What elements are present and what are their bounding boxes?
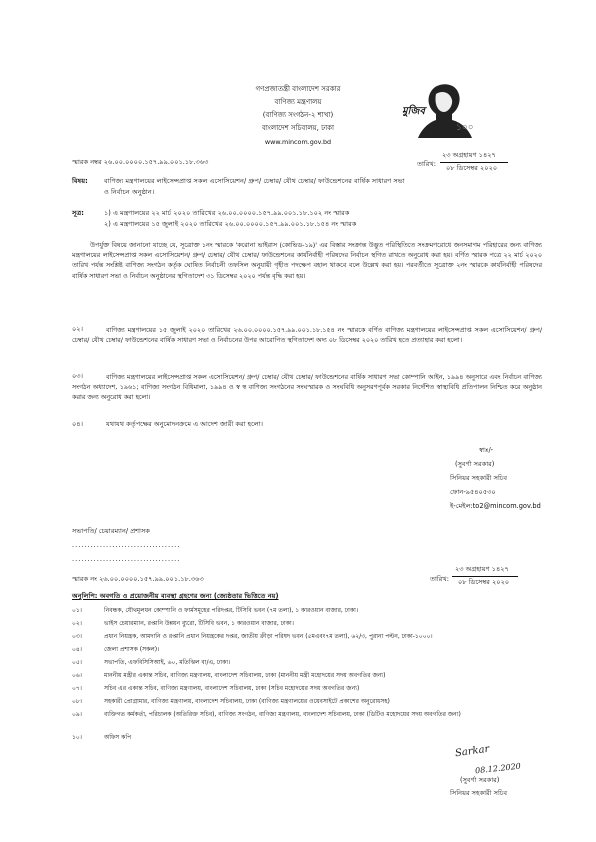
copy-item-number: ১০। <box>72 734 82 741</box>
date-label: তারিখ: <box>417 160 436 168</box>
addressee-blank-1: ................................... <box>72 541 181 549</box>
copy-item-number: ০৫। <box>72 659 82 666</box>
date-bangla: ২৩ অগ্রহায়ণ ১৪২৭ <box>442 151 496 159</box>
branch-name: (বাণিজ্য সংগঠন-২ শাখা) <box>262 111 334 119</box>
ministry-name: বাণিজ্য মন্ত্রণালয় <box>274 98 322 106</box>
govt-title: গণপ্রজাতন্ত্রী বাংলাদেশ সরকার <box>255 85 341 93</box>
signatory-title: সিনিয়র সহকারী সচিব <box>450 474 508 482</box>
paragraph-4: যথাযথ কর্তৃপক্ষের অনুমোদনক্রমে এ আদেশ জারী করা হলো। <box>106 420 263 428</box>
website-link[interactable]: www.mincom.gov.bd <box>264 138 332 146</box>
copy-item-text: ব্যক্তিগত কর্মকর্তা, পরিচালক (অতিরিক্ত সচিব), বাণিজ্য সংগঠন, বাণিজ্য মন্ত্রণালয়, বাংলাদেশ সচিবালয়, ঢাকা (ডিটিও মহোদয়ের সদয় অবগতির জন্য) <box>104 711 461 718</box>
copy-heading: অনুলিপি: অবগতি ও প্রয়োজনীয় ব্যবস্থা গ্রহণের জন্য (জ্যেষ্ঠতার ভিত্তিতে নয়) <box>72 592 279 600</box>
copy-memo-number: স্মারক নং ২৬.০০.০০০০.১৫৭.৯৯.০০১.১৮.৩৬৩ <box>72 575 204 583</box>
copy-date-bangla: ২৩ অগ্রহায়ণ ১৪২৭ <box>455 565 509 573</box>
copy-item-number: ০৬। <box>72 672 82 679</box>
signatory-2-title: সিনিয়র সহকারী সচিব <box>450 789 508 797</box>
copy-item-text: প্রধান নিয়ন্ত্রক, আমদানি ও রপ্তানি প্রধান নিয়ন্ত্রকের দপ্তর, জাতীয় ক্রীড়া পরিষদ ভবন (৫মএবং৭ম তলা), ৬২/৩, পুরানা পল্টন, ঢাকা-১০০০। <box>104 633 433 640</box>
subject-line-2: ও নির্বাচন অনুষ্ঠান। <box>104 188 155 196</box>
reference-item-2: ২) এ মন্ত্রণালয়ের ১৫ জুলাই ২০২০ তারিখের ২৬.০০.০০০০.১৫৭.৯৯.০০১.১৮.১৫৪ নং স্মারক <box>104 220 357 228</box>
copy-item-number: ০৯। <box>72 711 82 718</box>
subject-label: বিষয়: <box>72 177 88 185</box>
mujib-100-logo <box>398 80 476 138</box>
logo-year: ১০০ <box>456 123 474 133</box>
copy-item-text: অফিস কপি <box>104 734 132 741</box>
paragraph-3: বাণিজ্য মন্ত্রণালয়ের লাইসেন্সপ্রাপ্ত সকল এসোসিয়েশন/ গ্রুপ/ চেম্বার/ যৌথ চেম্বার/ ফাউন্ডেশনের বার্ষিক সাধারণ সভা কোম্পানি আইন, ১৯৯৪ অনুসারে এবং নির্বাচন বাণিজ্য সংগঠন অধ্যাদেশ, ১৯৬১; বাণিজ্য সংগঠন বিধিমালা, ১৯৯৪ ও স্ব স্ব বাণিজ্য সংগঠনের সংঘস্মারক ও সংঘবিধি অনুসরণপূর্বক সরকার নির্দেশিত স্বাস্থ্যবিধি প্রতিপালন নিশ্চিত করে অনুষ্ঠান করার জন্য অনুরোধ করা হলো। <box>72 373 542 402</box>
paragraph-3-number: ০৩। <box>72 372 83 380</box>
subject-line-1: বাণিজ্য মন্ত্রণালয়ের লাইসেন্সপ্রাপ্ত সকল এসোসিয়েশন/ গ্রুপ/ চেম্বার/ যৌথ চেম্বার/ ফাউন্ডেশনের বার্ষিক সাধারণ সভা <box>104 177 405 185</box>
paragraph-2-number: ০২। <box>72 325 83 333</box>
copy-item-text: সভাপতি, এফবিসিসিআই, ৬০, মতিঝিল বা/এ, ঢাকা। <box>104 659 231 666</box>
copy-item-number: ০৪। <box>72 646 82 653</box>
copy-item-number: ০৭। <box>72 685 82 692</box>
signatory-name: (সুবর্ণা সরকার) <box>455 460 495 468</box>
logo-text: মুজিব <box>402 106 425 117</box>
copy-item-text: ভাইস চেয়ারম্যান, রপ্তানি উন্নয়ন ব্যুরো, টিসিবি ভবন, ১ কারওয়ান বাজার, ঢাকা। <box>104 620 294 627</box>
handwritten-signature: Sarkar <box>454 743 491 760</box>
copy-date-english: ০৮ ডিসেম্বর ২০২০ <box>458 578 510 586</box>
handwritten-date: 08.12.2020 <box>474 761 522 776</box>
date-english: ০৮ ডিসেম্বর ২০২০ <box>446 164 498 172</box>
reference-label: সূত্র: <box>72 209 84 217</box>
copy-item-text: জেলা প্রশাসক (সকল)। <box>104 646 160 653</box>
copy-item-text: নিবন্ধক, যৌথমূলধন কোম্পানি ও ফার্মসমূহের পরিদপ্তর, টিসিবি ভবন (৭ম তলা), ১ কারওয়ান বাজার, ঢাকা। <box>104 607 358 614</box>
copy-date-divider <box>452 576 518 577</box>
signature-mark: স্বাঃ/- <box>479 446 494 454</box>
reference-item-1: ১) এ মন্ত্রণালয়ের ২২ মার্চ ২০২০ তারিখের ২৬.০০.০০০০.১৫৭.৯৯.০০১.১৮.১০২ নং স্মারক <box>104 209 350 217</box>
copy-item-number: ০১। <box>72 607 82 614</box>
signatory-email[interactable]: ই-মেইল:to2@mincom.gov.bd <box>450 502 541 510</box>
paragraph-4-number: ০৪। <box>72 420 83 428</box>
paragraph-2: বাণিজ্য মন্ত্রণালয়ের ১৫ জুলাই ২০২০ তারিখের ২৬.০০.০০০০.১৫৭.৯৯.০০১.১৮.১৫৪ নং স্মারকে বর্ণিত বাণিজ্য মন্ত্রণালয়ের লাইসেন্সপ্রাপ্ত সকল এসোসিয়েশন/ গ্রুপ/ চেম্বার/ যৌথ চেম্বার/ ফাউন্ডেশনের বার্ষিক সাধারণ সভা ও নির্বাচনের উপর আরোপিত স্থগিতাদেশ অদ্য ০৮ ডিসেম্বর ২০২০ তারিখ হতে প্রত্যাহার করা হলো। <box>72 326 542 345</box>
copy-item-text: সহকারী প্রোগ্রামার, বাণিজ্য মন্ত্রণালয়, বাংলাদেশ সচিবালয়, ঢাকা (বাণিজ্য মন্ত্রণালয়ের ওয়েবসাইটে প্রকাশের অনুরোধসহ) <box>104 698 390 705</box>
signatory-2-name: (সুবর্ণা সরকার) <box>460 776 500 784</box>
copy-item-text: সচিব এর একান্ত সচিব, বাণিজ্য মন্ত্রণালয়, বাংলাদেশ সচিবালয়, ঢাকা (সচিব মহোদয়ের সদয় অবগতির জন্য) <box>104 685 360 692</box>
copy-item-text: মাননীয় মন্ত্রীর একান্ত সচিব, বাণিজ্য মন্ত্রণালয়, বাংলাদেশ সচিবালয়, ঢাকা (মাননীয় মন্ত্রী মহোদয়ের সদয় অবগতির জন্য) <box>104 672 386 679</box>
paragraph-1: উপর্যুক্ত বিষয়ে জানানো যাচ্ছে যে, সূত্রোক্ত ১নং স্মারকে 'করোনা ভাইরাস (কোভিড-১৯)' এর বিস্তার সংক্রান্ত উদ্ভূত পরিস্থিতিতে সংক্রমণরোধে জনসমাগম পরিহারের জন্য বাণিজ্য মন্ত্রণালয়ের লাইসেন্সপ্রাপ্ত সকল এসোসিয়েশন/ গ্রুপ/ চেম্বার/ যৌথ চেম্বার/ ফাউন্ডেশনের কার্যনির্বাহী পরিষদের নির্বাচন স্থগিত রাখতে অনুরোধ করা হয়। বর্ণিত স্মারক পত্রে ২২ মার্চ ২০২০ তারিখ পর্যন্ত সংশ্লিষ্ট বাণিজ্য সংগঠন কর্তৃক ঘোষিত নির্বাচনী তফসিল অনুযায়ী গৃহীত পদক্ষেপ বহাল থাকবে বলে উল্লেখ করা হয়। পরবর্তীতে সূত্রোক্ত ২নং স্মারকে কার্যনির্বাহী পরিষদের বার্ষিক সাধারণ সভা ও নির্বাচন অনুষ্ঠানের স্থগিতাদেশ ৩১ ডিসেম্বর ২০২০ পর্যন্ত বৃদ্ধি করা হয়। <box>72 241 542 280</box>
copy-item-number: ০২। <box>72 620 82 627</box>
copy-date-label: তারিখ: <box>430 575 449 583</box>
addressee-title: সভাপতি/ চেয়ারম্যান/ প্রশাসক <box>72 527 150 535</box>
signatory-phone: ফোন-৯৫৪০৫৩০ <box>450 488 496 496</box>
addressee-blank-2: ................................... <box>72 555 181 563</box>
date-divider <box>440 162 508 163</box>
copy-item-number: ০৩। <box>72 633 82 640</box>
memo-number: স্মারক নম্বর ২৬.০০.০০০০.১৫৭.৯৯.০০১.১৮.৩৬৩ <box>72 158 209 166</box>
secretariat-name: বাংলাদেশ সচিবালয়, ঢাকা <box>261 124 335 132</box>
copy-item-number: ০৮। <box>72 698 82 705</box>
